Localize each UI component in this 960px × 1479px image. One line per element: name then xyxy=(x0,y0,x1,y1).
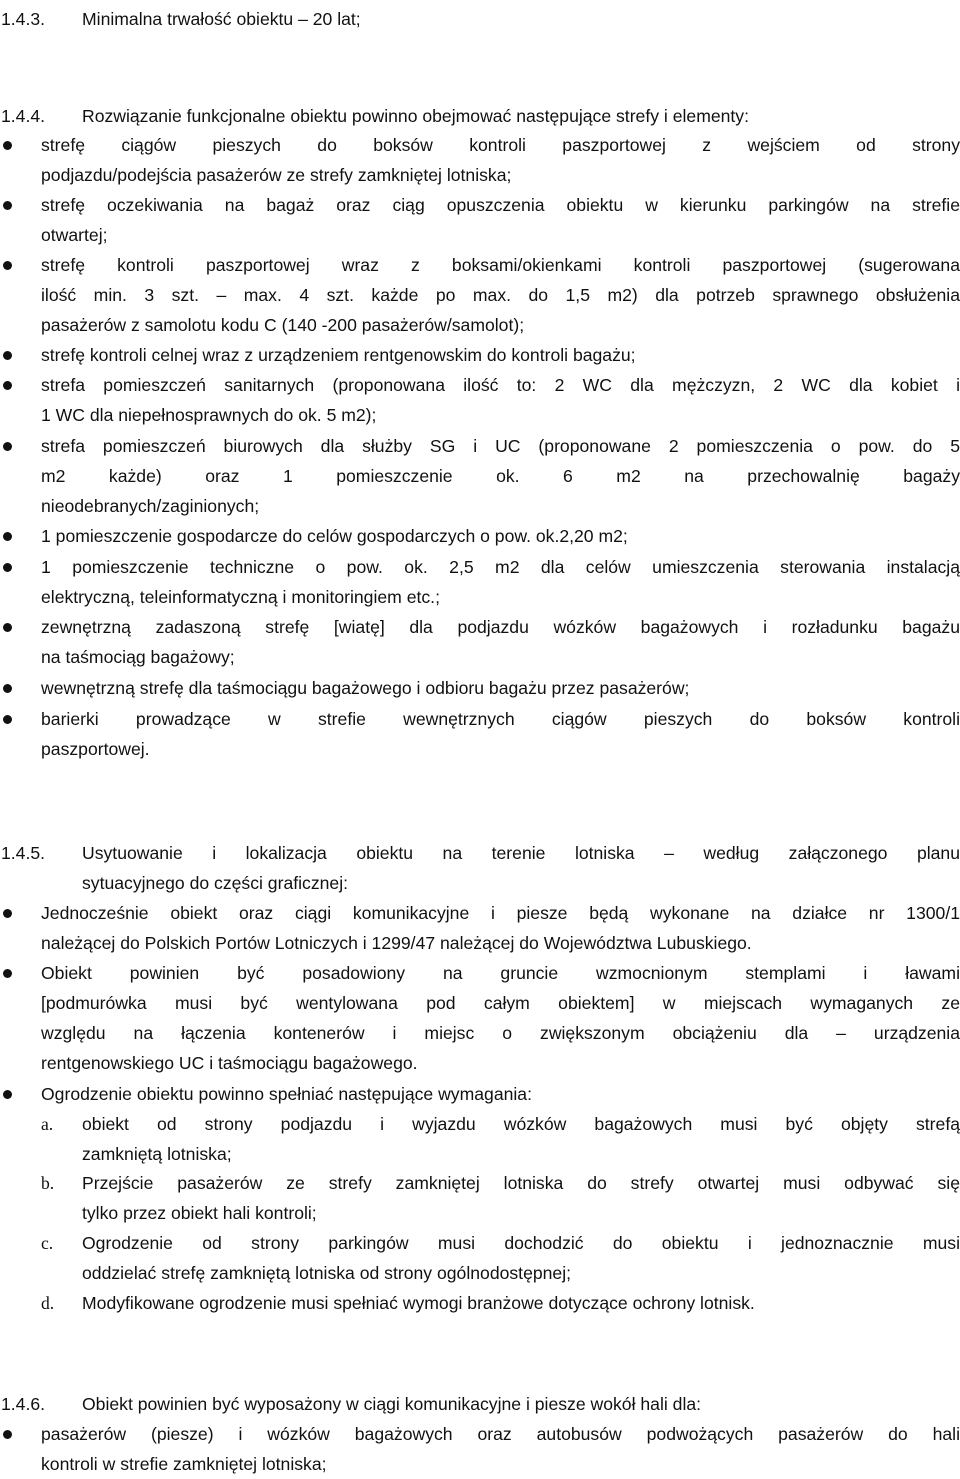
list-item-text: na taśmociąg bagażowy; xyxy=(41,647,235,667)
bullet-icon xyxy=(3,351,12,360)
item-letter: d. xyxy=(41,1293,55,1313)
list-item-text: względu na łączenia kontenerów i miejsc o zwiększonym obciążeniu dla – urządzenia xyxy=(41,1023,960,1043)
list-item-text: barierki prowadzące w strefie wewnętrznych ciągów pieszych do boksów kontroli xyxy=(41,709,960,729)
section-title: Usytuowanie i lokalizacja obiektu na terenie lotniska – według załączonego planu xyxy=(82,843,960,863)
bullet-icon xyxy=(3,563,12,572)
list-item-text: paszportowej. xyxy=(41,739,150,759)
list-item-text: wewnętrzną strefę dla taśmociągu bagażowego i odbioru bagażu przez pasażerów; xyxy=(41,678,690,698)
list-item-text: strefa pomieszczeń sanitarnych (proponowana ilość to: 2 WC dla mężczyzn, 2 WC dla kobiet i xyxy=(41,375,960,395)
section-title: Rozwiązanie funkcjonalne obiektu powinno obejmować następujące strefy i elementy: xyxy=(82,106,749,126)
list-item-text: strefę kontroli paszportowej wraz z boksami/okienkami kontroli paszportowej (sugerowana xyxy=(41,255,960,275)
section-title: sytuacyjnego do części graficznej: xyxy=(82,873,348,893)
list-item-text: elektryczną, teleinformatyczną i monitoringiem etc.; xyxy=(41,587,440,607)
list-item-text: 1 WC dla niepełnosprawnych do ok. 5 m2); xyxy=(41,405,377,425)
list-item-text: Jednocześnie obiekt oraz ciągi komunikacyjne i piesze będą wykonane na działce nr 1300/1 xyxy=(41,903,960,923)
item-letter: b. xyxy=(41,1173,55,1193)
lettered-item-text: obiekt od strony podjazdu i wyjazdu wózków bagażowych musi być objęty strefą xyxy=(82,1114,960,1134)
list-item-text: strefa pomieszczeń biurowych dla służby SG i UC (proponowane 2 pomieszczenia o pow. do 5 xyxy=(41,436,960,456)
lettered-item-text: tylko przez obiekt hali kontroli; xyxy=(82,1203,317,1223)
list-item-text: strefę kontroli celnej wraz z urządzeniem rentgenowskim do kontroli bagażu; xyxy=(41,345,636,365)
section-number: 1.4.5. xyxy=(1,843,46,863)
bullet-icon xyxy=(3,969,12,978)
list-item-text: Ogrodzenie obiektu powinno spełniać następujące wymagania: xyxy=(41,1084,532,1104)
bullet-icon xyxy=(3,532,12,541)
list-item-text: pasażerów (piesze) i wózków bagażowych oraz autobusów podwożących pasażerów do hali xyxy=(41,1424,960,1444)
bullet-icon xyxy=(3,1090,12,1099)
section-title: Obiekt powinien być wyposażony w ciągi komunikacyjne i piesze wokół hali dla: xyxy=(82,1394,702,1414)
list-item-text: m2 każde) oraz 1 pomieszczenie ok. 6 m2 na przechowalnię bagaży xyxy=(41,466,960,486)
list-item-text: kontroli w strefie zamkniętej lotniska; xyxy=(41,1454,327,1474)
item-letter: c. xyxy=(41,1233,54,1253)
list-item-text: pasażerów z samolotu kodu C (140 -200 pasażerów/samolot); xyxy=(41,315,525,335)
bullet-icon xyxy=(3,1430,12,1439)
list-item-text: 1 pomieszczenie gospodarcze do celów gospodarczych o pow. ok.2,20 m2; xyxy=(41,526,628,546)
section-title: Minimalna trwałość obiektu – 20 lat; xyxy=(82,9,361,29)
list-item-text: 1 pomieszczenie techniczne o pow. ok. 2,5 m2 dla celów umieszczenia sterowania instalacją xyxy=(41,557,960,577)
lettered-item-text: Modyfikowane ogrodzenie musi spełniać wymogi branżowe dotyczące ochrony lotnisk. xyxy=(82,1293,755,1313)
list-item-text: strefę ciągów pieszych do boksów kontroli paszportowej z wejściem od strony xyxy=(41,135,960,155)
list-item-text: ilość min. 3 szt. – max. 4 szt. każde po max. do 1,5 m2) dla potrzeb sprawnego obsłużenia xyxy=(41,285,960,305)
section-number: 1.4.3. xyxy=(1,9,46,29)
item-letter: a. xyxy=(41,1114,54,1134)
list-item-text: Obiekt powinien być posadowiony na gruncie wzmocnionym stemplami i ławami xyxy=(41,963,960,983)
lettered-item-text: zamkniętą lotniska; xyxy=(82,1144,232,1164)
list-item-text: rentgenowskiego UC i taśmociągu bagażowego. xyxy=(41,1053,418,1073)
bullet-icon xyxy=(3,684,12,693)
bullet-icon xyxy=(3,201,12,210)
bullet-icon xyxy=(3,442,12,451)
bullet-icon xyxy=(3,715,12,724)
lettered-item-text: oddzielać strefę zamkniętą lotniska od strony ogólnodostępnej; xyxy=(82,1263,572,1283)
lettered-item-text: Przejście pasażerów ze strefy zamkniętej lotniska do strefy otwartej musi odbywać się xyxy=(82,1173,960,1193)
bullet-icon xyxy=(3,141,12,150)
list-item-text: podjazdu/podejścia pasażerów ze strefy zamkniętej lotniska; xyxy=(41,165,512,185)
list-item-text: należącej do Polskich Portów Lotniczych i 1299/47 należącej do Województwa Lubuskiego. xyxy=(41,933,752,953)
bullet-icon xyxy=(3,623,12,632)
section-number: 1.4.4. xyxy=(1,106,46,126)
list-item-text: strefę oczekiwania na bagaż oraz ciąg opuszczenia obiektu w kierunku parkingów na strefie xyxy=(41,195,960,215)
list-item-text: [podmurówka musi być wentylowana pod całym obiektem] w miejscach wymaganych ze xyxy=(41,993,960,1013)
bullet-icon xyxy=(3,381,12,390)
lettered-item-text: Ogrodzenie od strony parkingów musi dochodzić do obiektu i jednoznacznie musi xyxy=(82,1233,960,1253)
list-item-text: nieodebranych/zaginionych; xyxy=(41,496,260,516)
bullet-icon xyxy=(3,909,12,918)
bullet-icon xyxy=(3,261,12,270)
list-item-text: zewnętrzną zadaszoną strefę [wiatę] dla podjazdu wózków bagażowych i rozładunku bagażu xyxy=(41,617,960,637)
list-item-text: otwartej; xyxy=(41,225,108,245)
section-number: 1.4.6. xyxy=(1,1394,46,1414)
